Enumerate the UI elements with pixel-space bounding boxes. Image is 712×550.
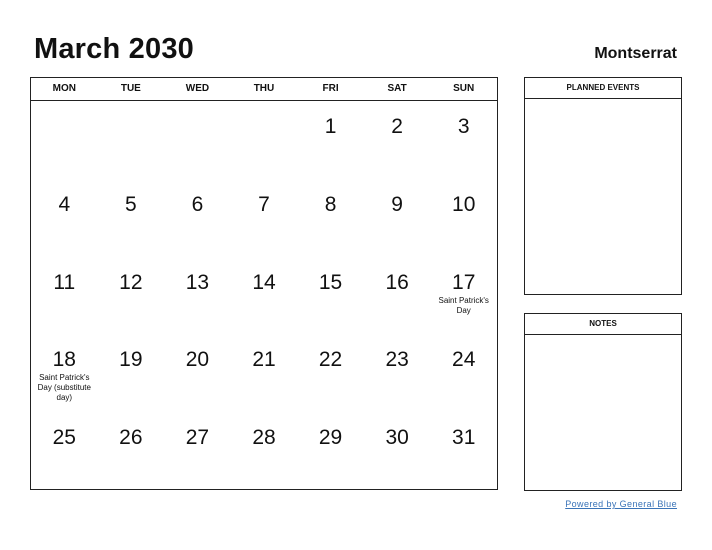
weekday-header <box>31 78 497 101</box>
day-number: 10 <box>452 192 476 216</box>
weekday-wed: WED <box>185 83 210 94</box>
day-cell <box>231 257 298 335</box>
day-number: 26 <box>119 426 143 450</box>
day-cell <box>98 334 165 412</box>
day-cell <box>164 101 231 179</box>
day-number: 29 <box>318 426 343 450</box>
day-number: 16 <box>385 270 409 294</box>
day-number: 28 <box>252 426 276 450</box>
weekday-sun: SUN <box>453 83 475 94</box>
day-cell <box>364 101 431 179</box>
day-cell <box>364 179 431 257</box>
day-number: 11 <box>53 270 76 294</box>
day-cell <box>98 179 165 257</box>
day-cell <box>297 412 364 490</box>
day-number: 20 <box>185 348 210 372</box>
day-cell <box>231 412 298 490</box>
weekday-thu: THU <box>253 83 275 94</box>
holiday-label: Saint Patrick's Day <box>438 295 489 315</box>
day-number: 6 <box>191 192 204 216</box>
day-number: 18 <box>52 348 76 372</box>
day-number: 24 <box>452 348 476 372</box>
day-number: 15 <box>318 270 343 294</box>
day-cell <box>164 179 231 257</box>
day-cell <box>231 101 298 179</box>
day-cell <box>31 257 98 335</box>
day-cell <box>430 412 497 490</box>
day-cell <box>364 334 431 412</box>
notes-panel <box>524 313 682 491</box>
day-cell <box>231 179 298 257</box>
calendar-title: March 2030 <box>34 33 194 65</box>
day-number: 9 <box>391 192 403 216</box>
planned-events-header: PLANNED EVENTS <box>525 78 681 99</box>
day-cell <box>297 101 364 179</box>
day-cell <box>297 334 364 412</box>
day-cell <box>297 179 364 257</box>
day-number: 19 <box>119 348 143 372</box>
planned-events-panel <box>524 77 682 295</box>
day-number: 27 <box>185 426 210 450</box>
day-cell <box>98 101 165 179</box>
notes-header: NOTES <box>525 314 681 335</box>
weekday-tue: TUE <box>120 83 141 94</box>
day-cell <box>31 101 98 179</box>
day-cell <box>31 334 98 412</box>
day-cell <box>430 179 497 257</box>
weekday-sat: SAT <box>387 83 407 94</box>
day-number: 3 <box>457 115 470 138</box>
calendar-body <box>31 101 497 490</box>
day-cell <box>430 257 497 335</box>
day-cell <box>430 334 497 412</box>
day-number: 7 <box>258 192 270 216</box>
day-number: 25 <box>52 426 76 450</box>
day-cell <box>31 179 98 257</box>
day-cell <box>364 257 431 335</box>
day-number: 14 <box>252 270 276 294</box>
day-number: 8 <box>324 192 337 216</box>
day-cell <box>364 412 431 490</box>
day-cell <box>430 101 497 179</box>
day-cell <box>98 257 165 335</box>
day-cell <box>31 412 98 490</box>
day-number: 12 <box>119 270 143 294</box>
day-number: 2 <box>391 115 403 138</box>
day-cell <box>98 412 165 490</box>
day-number: 17 <box>452 270 476 294</box>
powered-by-link[interactable]: Powered by General Blue <box>565 499 677 509</box>
day-number: 1 <box>324 115 337 138</box>
holiday-label: Saint Patrick's Day (substitute day) <box>37 373 91 403</box>
calendar-grid <box>30 77 498 490</box>
day-number: 30 <box>385 426 409 450</box>
day-number: 21 <box>252 348 276 372</box>
day-number: 23 <box>385 348 409 372</box>
day-number: 31 <box>452 426 476 450</box>
day-number: 22 <box>318 348 343 372</box>
day-cell <box>297 257 364 335</box>
day-cell <box>231 334 298 412</box>
weekday-fri: FRI <box>322 83 339 94</box>
day-number: 5 <box>125 192 137 216</box>
day-cell <box>164 257 231 335</box>
day-number: 13 <box>185 270 210 294</box>
day-cell <box>164 412 231 490</box>
day-cell <box>164 334 231 412</box>
weekday-mon: MON <box>52 83 76 94</box>
day-number: 4 <box>58 192 71 216</box>
region-name: Montserrat <box>594 45 677 62</box>
